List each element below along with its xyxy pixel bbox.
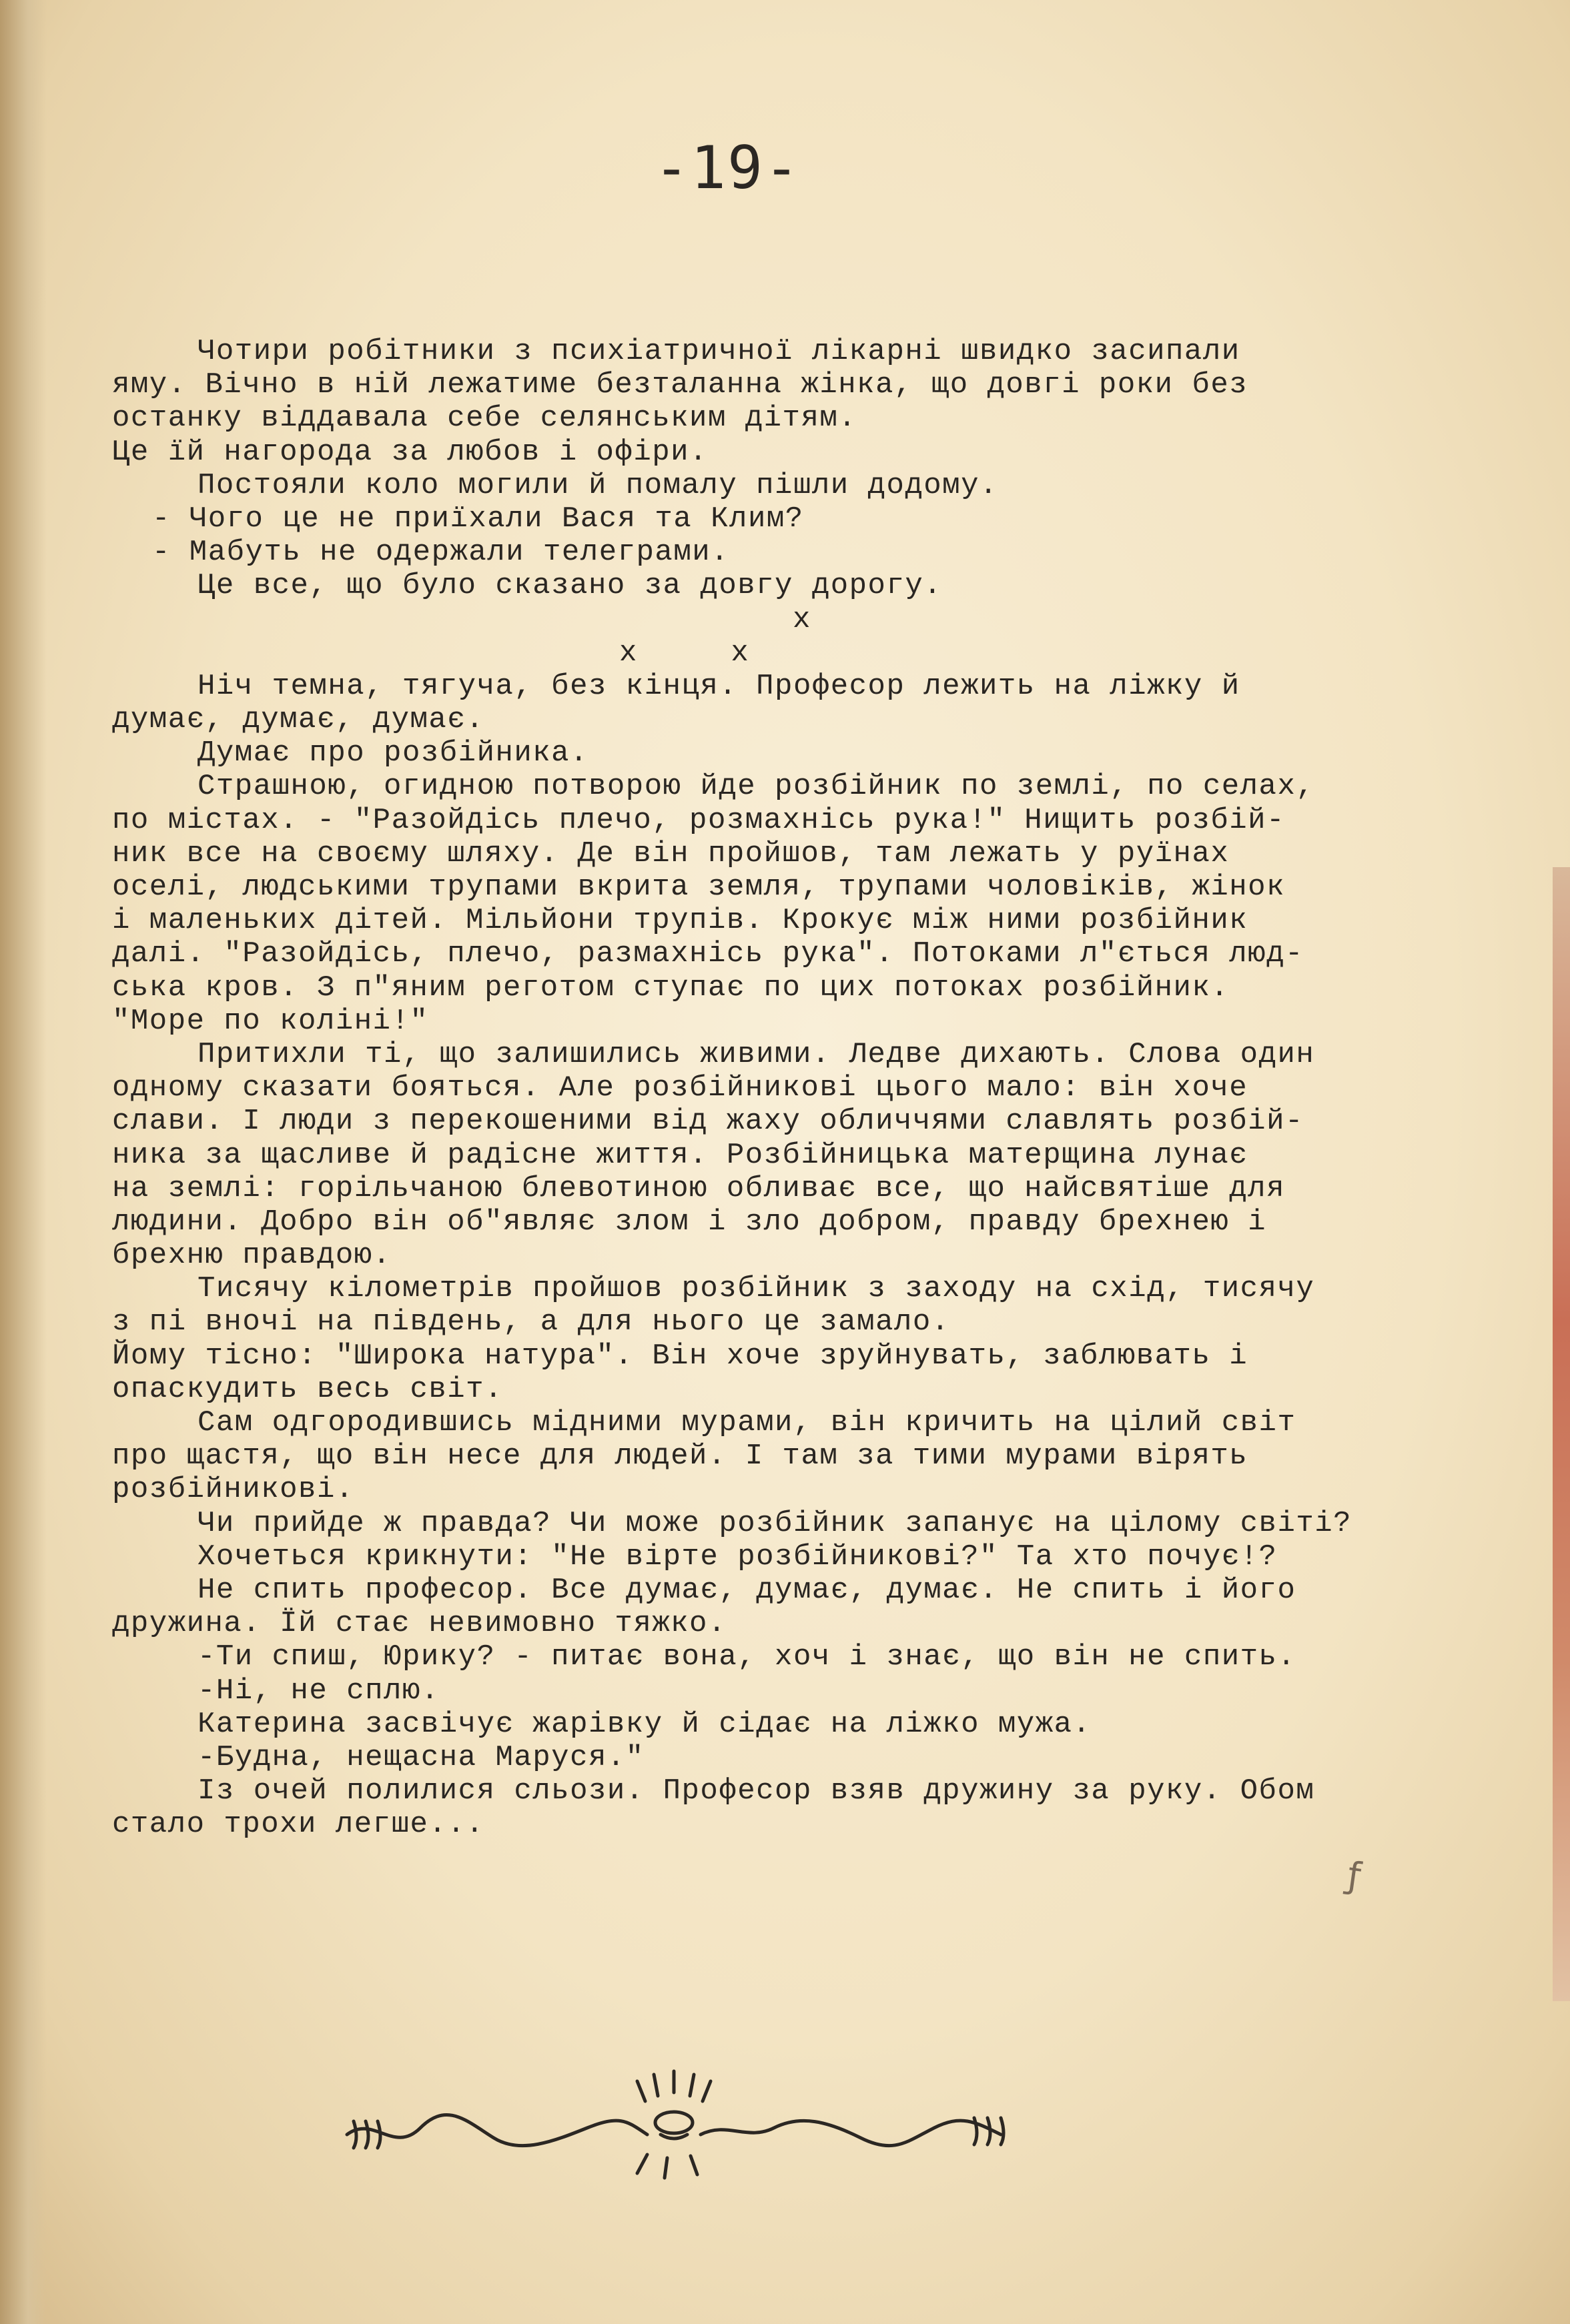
text-line: Не спить професор. Все думає, думає, думає. Не спить і його [198,1573,1296,1607]
text-line: оселі, людськими трупами вкрита земля, трупами чоловіків, жінок [112,870,1285,904]
text-line: Хочеться крикнути: "Не вірте розбійникові?" Та хто почує!? [198,1540,1278,1574]
text-line: -Будна, нещасна Маруся." [198,1740,645,1774]
text-line: і маленьких дітей. Мільйони трупів. Крокує між ними розбійник [112,904,1248,938]
text-line: по містах. - "Разойдісь плечо, розмахнісь рука!" Нищить розбій- [112,803,1285,837]
text-line: Йому тісно: "Широка натура". Він хоче зруйнувать, заблювать і [112,1339,1248,1373]
page-edge-stain [1553,867,1570,2001]
text-line: Це все, що було сказано за довгу дорогу. [198,569,943,603]
text-line: Чотири робітники з психіатричної лікарні швидко засипали [198,335,1240,368]
text-line: на землі: горільчаною блевотиною обливає все, що найсвятіше для [112,1171,1285,1205]
text-line: "Море по коліні!" [112,1004,429,1038]
text-line: -Ні, не сплю. [198,1674,440,1708]
text-line: - Мабуть не одержали телеграми. [152,536,730,570]
text-line: х [793,602,811,636]
text-line: опаскудить весь світ. [112,1372,503,1406]
text-line: дружина. Їй стає невимовно тяжко. [112,1607,727,1641]
text-line: Тисячу кілометрів пройшов розбійник з заходу на схід, тисячу [198,1272,1315,1306]
text-line: Це їй нагорода за любов і офіри. [112,435,708,469]
text-line: думає, думає, думає. [112,703,485,737]
text-line: Катерина засвічує жарівку й сідає на ліжко мужа. [198,1707,1092,1741]
text-line: розбійникові. [112,1473,354,1507]
text-line: Ніч темна, тягуча, без кінця. Професор лежить на ліжку й [198,669,1240,703]
text-line: -Ти спиш, Юрику? - питає вона, хоч і знає, що він не спить. [198,1640,1296,1674]
body-text [112,335,1480,1841]
pencil-margin-mark: ƒ [1344,1853,1364,1898]
binding-shadow [0,0,47,2324]
text-line: Страшною, огидною потворою йде розбійник по землі, по селах, [198,770,1315,804]
closing-ornament [334,2028,1041,2188]
text-line: Притихли ті, що залишились живими. Ледве дихають. Слова один [198,1037,1315,1071]
text-line: х х [619,636,750,670]
text-line: слави. І люди з перекошеними від жаху обличчями славлять розбій- [112,1105,1304,1139]
text-line: яму. Вічно в ній лежатиме безталанна жінка, що довгі роки без [112,368,1248,402]
text-line: ника за щасливе й радісне життя. Розбійницька матерщина лунає [112,1138,1248,1172]
text-line: Думає про розбійника. [198,736,588,770]
text-line: одному сказати бояться. Але розбійникові цього мало: він хоче [112,1071,1248,1105]
text-line: Постояли коло могили й помалу пішли додому. [198,468,998,502]
text-line: стало трохи легше... [112,1808,485,1842]
text-line: Сам одгородившись мідними мурами, він кричить на цілий світ [198,1406,1296,1439]
text-line: про щастя, що він несе для людей. І там за тими мурами вірять [112,1439,1248,1474]
text-line: Чи прийде ж правда? Чи може розбійник запанує на цілому світі? [198,1506,1352,1540]
text-line: далі. "Разойдісь, плечо, размахнісь рука". Потоками л"ється люд- [112,937,1304,971]
text-line: - Чого це не приїхали Вася та Клим? [152,502,804,536]
text-line: брехню правдою. [112,1239,392,1273]
text-line: з пі вночі на південь, а для нього це замало. [112,1305,950,1339]
text-line: ська кров. З п"яним реготом ступає по цих потоках розбійник. [112,971,1230,1005]
text-line: ник все на своєму шляху. Де він пройшов, там лежать у руїнах [112,836,1230,870]
text-line: людини. Добро він об"являє злом і зло добром, правду брехнею і [112,1205,1267,1239]
page-number: -19- [654,133,801,202]
text-line: Із очей полилися сльози. Професор взяв дружину за руку. Обом [198,1774,1315,1808]
text-line: останку віддавала себе селянським дітям. [112,402,857,436]
